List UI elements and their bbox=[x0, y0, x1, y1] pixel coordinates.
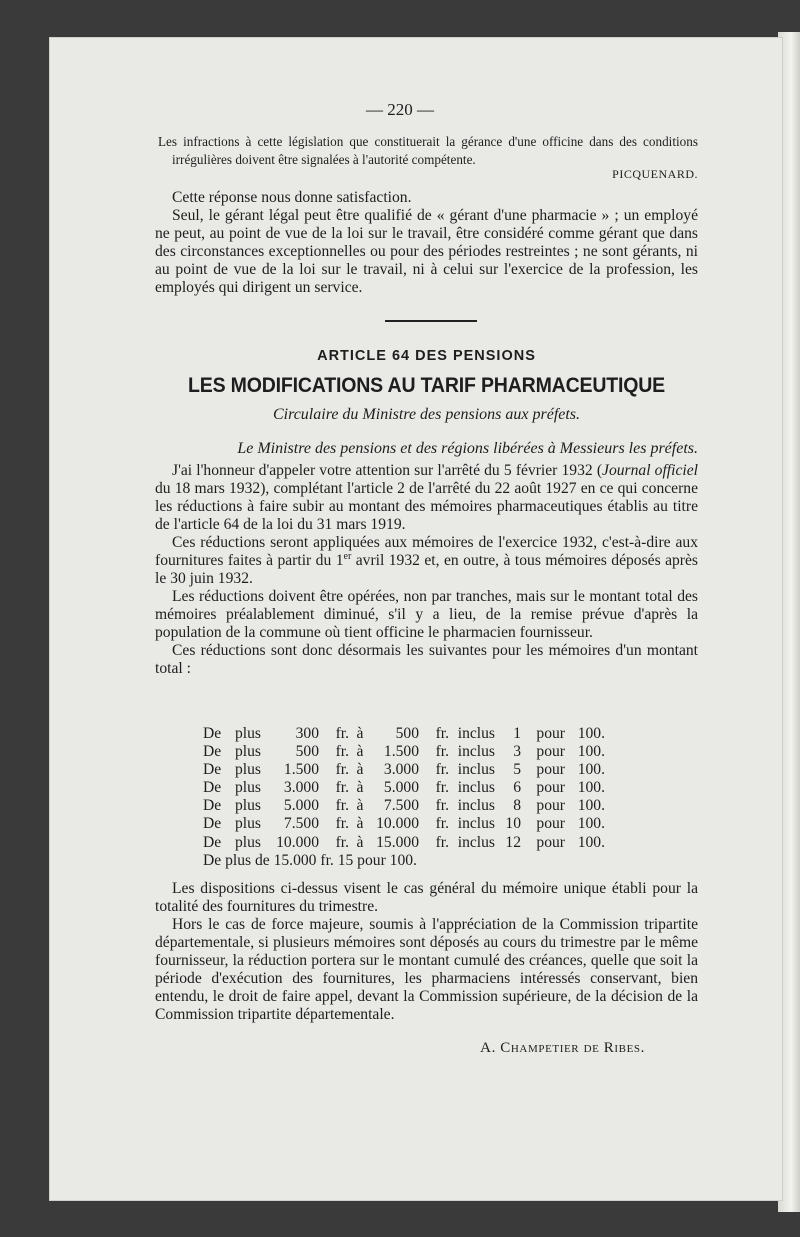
article-closing bbox=[155, 880, 698, 1024]
article-signature: A. Champetier de Ribes. bbox=[480, 1040, 645, 1056]
page-number: — 220 — bbox=[366, 100, 434, 119]
article-paragraph-2: Ces réductions seront appliquées aux mémoires de l'exercice 1932, c'est-à-dire aux fournitures faites à partir du 1er avril 1932 et, en outre, à tous mémoires déposés après le 30 juin 1932. bbox=[155, 534, 698, 587]
intro-paragraph: Seul, le gérant légal peut être qualifié de « gérant d'une pharmacie » ; un employé ne peut, au point de vue de la loi sur le travail, être considéré comme gérant que dans des circonstances exceptionnelles ou pour des périodes restreintes ; ne sont gérants, ni au point de vue de la loi sur le travail, ni à celui sur l'exercice de la profession, les employés qui dirigent un service. bbox=[155, 207, 698, 296]
intro-paragraph: Cette réponse nous donne satisfaction. bbox=[172, 189, 412, 206]
note-paragraph: Les infractions à cette législation que constituerait la gérance d'une officine dans des conditions irrégulières doivent être signalées à l'autorité compétente. bbox=[158, 134, 698, 167]
rate-row: De plus 7.500 fr. à 10.000 fr. inclus 10 pour 100. bbox=[203, 815, 605, 833]
section-divider bbox=[385, 320, 477, 322]
article-subtitle: Circulaire du Ministre des pensions aux préfets. bbox=[272, 406, 581, 423]
rate-row: De plus 1.500 fr. à 3.000 fr. inclus 5 pour 100. bbox=[203, 761, 605, 779]
article-paragraph-5: Les dispositions ci-dessus visent le cas général du mémoire unique établi pour la totalité des fournitures du trimestre. bbox=[155, 880, 698, 915]
article-address: Le Ministre des pensions et des régions libérées à Messieurs les préfets. bbox=[237, 440, 698, 457]
article-headline: LES MODIFICATIONS AU TARIF PHARMACEUTIQUE bbox=[187, 374, 666, 397]
intro-text bbox=[155, 189, 698, 297]
rate-row: De plus 5.000 fr. à 7.500 fr. inclus 8 pour 100. bbox=[203, 797, 605, 815]
article-kicker: ARTICLE 64 DES PENSIONS bbox=[317, 348, 536, 364]
rate-row: De plus 300 fr. à 500 fr. inclus 1 pour 100. bbox=[203, 725, 605, 742]
article-paragraph-3: Les réductions doivent être opérées, non par tranches, mais sur le montant total des mémoires préalablement diminué, s'il y a lieu, de la remise prévue d'après la population de la commune où tient officine le pharmacien fournisseur. bbox=[155, 588, 698, 641]
rate-row: De plus 500 fr. à 1.500 fr. inclus 3 pour 100. bbox=[203, 743, 605, 761]
journal-title: Journal officiel bbox=[602, 462, 698, 479]
rate-row-last: De plus de 15.000 fr. 15 pour 100. bbox=[203, 851, 417, 869]
article-paragraph-4: Ces réductions sont donc désormais les suivantes pour les mémoires d'un montant total : bbox=[155, 642, 698, 677]
rate-row: De plus 3.000 fr. à 5.000 fr. inclus 6 pour 100. bbox=[203, 779, 605, 797]
note-signature: PICQUENARD. bbox=[612, 167, 698, 181]
article-paragraph-1: J'ai l'honneur d'appeler votre attention sur l'arrêté du 5 février 1932 (Journal officiel du 18 mars 1932), complétant l'article 2 de l'arrêté du 22 août 1927 en ce qui concerne les réductions à faire subir au montant des mémoires pharmaceutiques établis au titre de l'article 64 de la loi du 31 mars 1919. bbox=[155, 462, 698, 533]
article-body bbox=[155, 462, 698, 678]
rates-table bbox=[203, 725, 643, 870]
article-paragraph-6: Hors le cas de force majeure, soumis à l'appréciation de la Commission tripartite départementale, si plusieurs mémoires sont déposés au cours du trimestre par le même fournisseur, la réduction portera sur le montant cumulé des créances, quelle que soit la période d'exécution des fournitures, les pharmaciens intéressés conservant, bien entendu, le droit de faire appel, devant la Commission supérieure, de la décision de la Commission tripartite départementale. bbox=[155, 916, 698, 1023]
rate-row: De plus 10.000 fr. à 15.000 fr. inclus 12 pour 100. bbox=[203, 833, 605, 851]
